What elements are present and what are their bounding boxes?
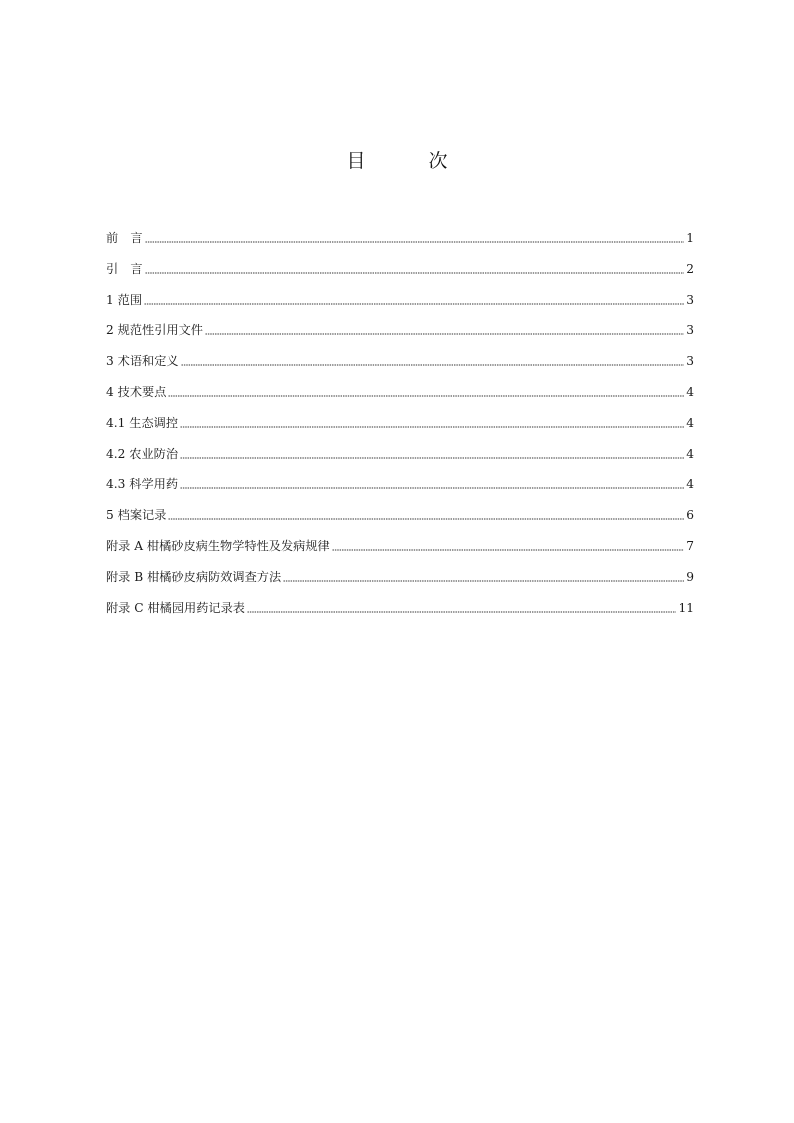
toc-dot-leader	[168, 505, 684, 520]
toc-entry-page: 9	[686, 569, 694, 584]
toc-dot-leader	[145, 228, 685, 243]
toc-dot-leader	[144, 290, 684, 305]
toc-entry[interactable]	[106, 351, 694, 382]
toc-entry[interactable]	[106, 505, 694, 536]
toc-entry[interactable]	[106, 598, 694, 629]
toc-entry[interactable]	[106, 474, 694, 505]
toc-entry-label: 引 言	[106, 261, 143, 276]
toc-entry-page: 4	[686, 384, 694, 399]
toc-entry[interactable]	[106, 382, 694, 413]
toc-entry[interactable]	[106, 320, 694, 351]
toc-dot-leader	[247, 598, 677, 613]
toc-dot-leader	[180, 413, 684, 428]
toc-entry-label: 前 言	[106, 231, 143, 245]
toc-entry-label: 附录 A 柑橘砂皮病生物学特性及发病规律	[106, 538, 330, 553]
toc-dot-leader	[181, 351, 685, 366]
toc-entry-label: 4 技术要点	[106, 384, 167, 399]
toc-entry-page: 4	[686, 477, 694, 492]
toc-entry-label: 4.1 生态调控	[106, 415, 179, 430]
toc-entry-page: 2	[686, 261, 694, 276]
toc-entry-label: 附录 B 柑橘砂皮病防效调查方法	[106, 569, 282, 584]
toc-entry-page: 7	[686, 538, 694, 553]
toc-entry-page: 3	[686, 323, 694, 338]
toc-dot-leader	[168, 382, 684, 397]
toc-entry-page: 4	[686, 415, 694, 430]
toc-entry-label: 4.3 科学用药	[106, 477, 179, 492]
toc-dot-leader	[180, 444, 684, 459]
toc-entry[interactable]	[106, 413, 694, 444]
toc-entry-label: 2 规范性引用文件	[106, 323, 203, 338]
toc-entry[interactable]	[106, 290, 694, 321]
toc-entry-label: 4.2 农业防治	[106, 446, 179, 461]
toc-entry-page: 3	[686, 354, 694, 369]
toc-entry[interactable]	[106, 444, 694, 475]
toc-entry-label: 附录 C 柑橘园用药记录表	[106, 600, 245, 615]
toc-entry-page: 11	[678, 600, 694, 615]
toc-dot-leader	[332, 536, 684, 551]
toc-entry-label: 1 范围	[106, 292, 143, 307]
toc-dot-leader	[145, 259, 685, 274]
toc-entry-label: 3 术语和定义	[106, 354, 179, 369]
toc-entry-page: 3	[686, 292, 694, 307]
toc-entry-label: 5 档案记录	[106, 508, 167, 523]
toc-entry[interactable]	[106, 259, 694, 290]
toc-entry-page: 6	[686, 508, 694, 523]
toc-dot-leader	[180, 474, 684, 489]
toc-dot-leader	[283, 567, 684, 582]
toc-entry-page: 4	[686, 446, 694, 461]
toc-dot-leader	[205, 320, 684, 335]
table-of-contents	[106, 228, 694, 628]
toc-entry-page: 1	[686, 231, 694, 245]
toc-entry[interactable]	[106, 228, 694, 259]
page-title: 目 次	[346, 150, 470, 172]
toc-entry[interactable]	[106, 567, 694, 598]
toc-entry[interactable]	[106, 536, 694, 567]
